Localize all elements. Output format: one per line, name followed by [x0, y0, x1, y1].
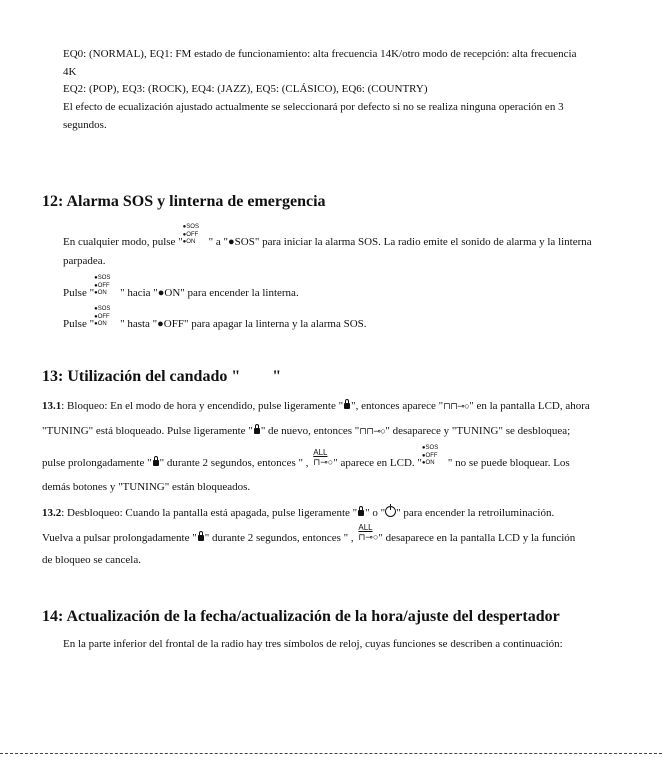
lock-icon [344, 403, 350, 409]
text: : Desbloqueo: Cuando la pantalla está apagada, pulse ligeramente " [61, 507, 358, 519]
sec13-line-1 [42, 395, 590, 417]
text: " durante 2 segundos, entonces " , [159, 457, 309, 469]
sec13-line-5 [42, 502, 554, 524]
sec12-paragraph-1 [63, 224, 592, 253]
text: " en la pantalla LCD, ahora [469, 400, 590, 412]
sos-switch-icon [94, 275, 120, 296]
text: pulse prolongadamente " [42, 457, 152, 469]
title-text: 13: Utilización del candado " [42, 368, 241, 385]
switch-off-label: ●OFF [182, 232, 199, 238]
text: " para encender la retroiluminación. [396, 507, 555, 519]
text: " durante 2 segundos, entonces " , [204, 532, 354, 544]
page-bottom-rule [0, 753, 662, 754]
text: "TUNING" está bloqueado. Pulse ligeramente " [42, 425, 253, 437]
lock-icon [153, 460, 159, 466]
sos-switch-icon [182, 224, 209, 245]
sec13-line-2 [42, 420, 570, 442]
switch-off-label: ●OFF [94, 314, 110, 320]
key-icon: ⊓⊓⊸○ [443, 401, 470, 411]
step-label: 13.2 [42, 507, 62, 519]
power-icon [385, 506, 396, 517]
all-lock-icon: ALL ⊓⊸○ [358, 523, 379, 542]
sos-switch-icon [94, 306, 120, 327]
intro-line-5: segundos. [63, 119, 107, 131]
switch-on-label: ●ON [421, 460, 435, 466]
section-12-title: 12: Alarma SOS y linterna de emergencia [42, 193, 326, 210]
all-label: ALL [358, 523, 373, 532]
sec13-line-7: de bloqueo se cancela. [42, 554, 141, 566]
text: " a "●SOS" para iniciar la alarma SOS. La radio emite el sonido de alarma y la linterna [208, 236, 592, 248]
sos-switch-icon [421, 445, 448, 466]
text: " desaparece en la pantalla LCD y la función [378, 532, 576, 544]
switch-off-label: ●OFF [94, 283, 110, 289]
key-icon: ⊓⊓⊸○ [359, 426, 386, 436]
sec13-line-6 [42, 523, 576, 549]
text: " hasta "●OFF" para apagar la linterna y la alarma SOS. [120, 318, 367, 330]
title-text: " [272, 368, 282, 385]
switch-sos-label: ●SOS [94, 306, 111, 312]
section-14-title: 14: Actualización de la fecha/actualización de la hora/ajuste del despertador [42, 608, 560, 625]
switch-on-label: ●ON [182, 239, 196, 245]
text: " hacia "●ON" para encender la linterna. [120, 287, 299, 299]
all-label: ALL [313, 448, 328, 457]
text: Pulse " [63, 318, 95, 330]
sec13-line-4: demás botones y "TUNING" están bloqueados. [42, 481, 251, 493]
sec12-paragraph-2 [63, 275, 299, 304]
text: ", entonces aparece " [351, 400, 444, 412]
text: Vuelva a pulsar prolongadamente " [42, 532, 197, 544]
intro-line-2: 4K [63, 66, 77, 78]
switch-on-label: ●ON [94, 290, 107, 296]
text: " o " [365, 507, 386, 519]
sec12-paragraph-3 [63, 306, 367, 335]
switch-sos-label: ●SOS [421, 445, 439, 451]
intro-line-1: EQ0: (NORMAL), EQ1: FM estado de funcionamiento: alta frecuencia 14K/otro modo de recepción: alta frecuencia [63, 48, 577, 60]
text: Pulse " [63, 287, 95, 299]
lock-icon [358, 510, 364, 516]
all-lock-icon: ALL ⊓⊸○ [313, 448, 334, 467]
intro-line-4: El efecto de ecualización ajustado actualmente se seleccionará por defecto si no se realiza ninguna operación en 3 [63, 101, 564, 113]
intro-line-3: EQ2: (POP), EQ3: (ROCK), EQ4: (JAZZ), EQ5: (CLÁSICO), EQ6: (COUNTRY) [63, 83, 428, 95]
step-label: 13.1 [42, 400, 62, 412]
text: " aparece en LCD. " [333, 457, 422, 469]
text: " desaparece y "TUNING" se desbloquea; [385, 425, 571, 437]
switch-sos-label: ●SOS [94, 275, 111, 281]
section-13-title [42, 368, 281, 386]
text: En cualquier modo, pulse " [63, 236, 183, 248]
lock-icon [254, 428, 260, 434]
sec13-line-3 [42, 445, 570, 474]
lock-icon [198, 535, 204, 541]
switch-on-label: ●ON [94, 321, 107, 327]
switch-sos-label: ●SOS [182, 224, 199, 230]
sec14-paragraph-1: En la parte inferior del frontal de la radio hay tres símbolos de reloj, cuyas funciones se describen a continuación: [63, 638, 563, 650]
text: " no se puede bloquear. Los [447, 457, 570, 469]
text: " de nuevo, entonces " [260, 425, 360, 437]
switch-off-label: ●OFF [421, 453, 438, 459]
sec12-paragraph-1-cont: parpadea. [63, 255, 106, 267]
text: : Bloqueo: En el modo de hora y encendido, pulse ligeramente " [61, 400, 344, 412]
